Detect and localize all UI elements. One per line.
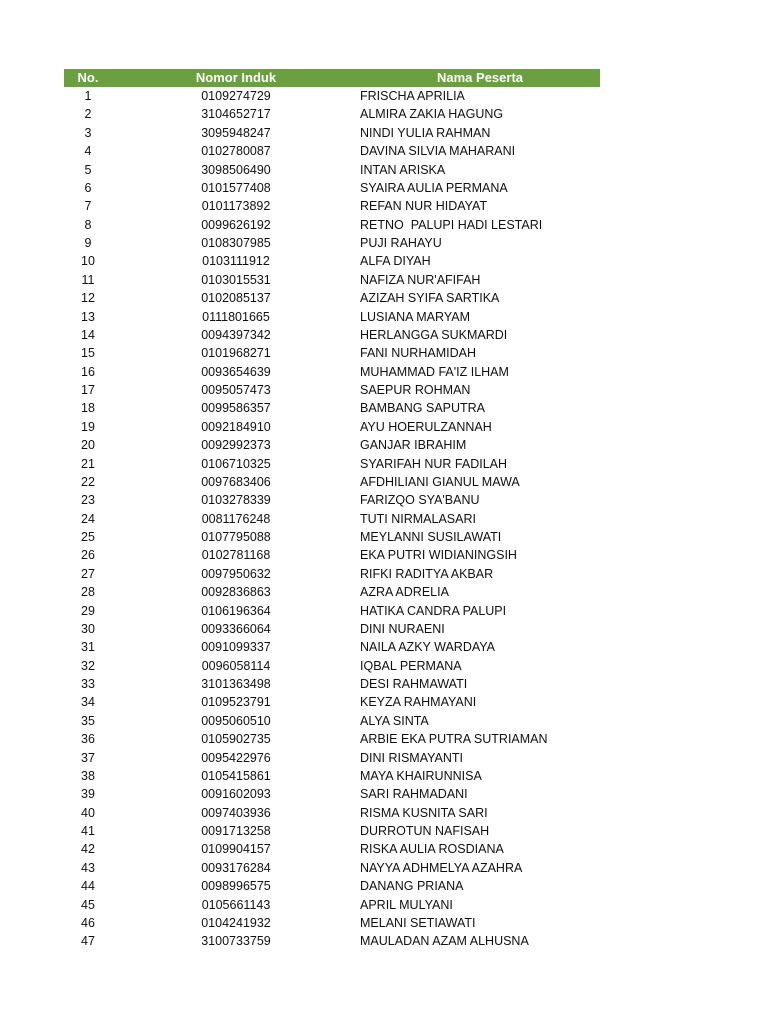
table-body	[64, 87, 600, 951]
cell-nama-peserta: LUSIANA MARYAM	[360, 309, 470, 324]
cell-nama-peserta: KEYZA RAHMAYANI	[360, 695, 477, 710]
table-row	[64, 602, 600, 620]
cell-nomor-induk: 0094397342	[201, 327, 271, 342]
cell-no: 15	[81, 346, 95, 361]
table-row	[64, 620, 600, 638]
cell-no: 45	[81, 897, 95, 912]
cell-nomor-induk: 0097950632	[201, 566, 271, 581]
cell-no: 10	[81, 254, 95, 269]
table-row	[64, 216, 600, 234]
cell-nomor-induk: 0091602093	[201, 787, 271, 802]
table-row	[64, 234, 600, 252]
cell-no: 7	[84, 199, 92, 214]
cell-nama-peserta: SYARIFAH NUR FADILAH	[360, 456, 508, 471]
cell-nomor-induk: 0106196364	[201, 603, 271, 618]
cell-nama-peserta: SAEPUR ROHMAN	[360, 383, 471, 397]
cell-nama-peserta: GANJAR IBRAHIM	[360, 438, 467, 453]
cell-nama-peserta: TUTI NIRMALASARI	[360, 511, 476, 526]
table-row	[64, 491, 600, 509]
cell-nomor-induk: 0097683406	[201, 474, 271, 489]
cell-nama-peserta: HATIKA CANDRA PALUPI	[360, 603, 507, 618]
cell-nama-peserta: IQBAL PERMANA	[360, 658, 462, 673]
table-row	[64, 308, 600, 326]
cell-no: 43	[81, 860, 95, 875]
cell-nomor-induk: 0097403936	[201, 805, 271, 820]
cell-nama-peserta: APRIL MULYANI	[360, 897, 453, 912]
cell-nama-peserta: SYAIRA AULIA PERMANA	[360, 180, 508, 195]
cell-nama-peserta: ALMIRA ZAKIA HAGUNG	[360, 107, 504, 122]
cell-no: 6	[84, 180, 92, 195]
cell-nomor-induk: 0105415861	[201, 768, 271, 783]
cell-no: 23	[81, 493, 95, 508]
cell-nama-peserta: FARIZQO SYA'BANU	[360, 493, 480, 508]
table-row	[64, 363, 600, 381]
cell-nama-peserta: RISKA AULIA ROSDIANA	[360, 842, 504, 857]
cell-nama-peserta: DESI RAHMAWATI	[360, 677, 468, 691]
cell-nomor-induk: 0111801665	[202, 309, 270, 324]
table-row	[64, 877, 600, 895]
cell-nomor-induk: 0101577408	[201, 180, 271, 195]
cell-no: 29	[81, 603, 95, 618]
table-row	[64, 197, 600, 215]
cell-no: 41	[81, 824, 95, 838]
cell-nomor-induk: 0103015531	[201, 272, 271, 287]
cell-nomor-induk: 0098996575	[201, 879, 271, 894]
cell-nomor-induk: 0108307985	[201, 236, 271, 250]
cell-nomor-induk: 0103278339	[201, 493, 271, 508]
cell-nomor-induk: 0104241932	[201, 915, 271, 930]
table-header	[64, 69, 600, 87]
cell-no: 36	[81, 732, 95, 747]
cell-nama-peserta: FANI NURHAMIDAH	[360, 346, 476, 361]
cell-no: 47	[81, 934, 95, 949]
cell-nomor-induk: 0101968271	[201, 346, 271, 361]
cell-no: 14	[81, 327, 95, 342]
cell-nomor-induk: 0109904157	[201, 842, 271, 857]
table-row	[64, 399, 600, 417]
cell-no: 28	[81, 585, 95, 600]
cell-nomor-induk: 0095060510	[201, 713, 271, 728]
cell-no: 30	[81, 621, 95, 636]
cell-nomor-induk: 0105661143	[201, 897, 271, 912]
table-row	[64, 932, 600, 950]
cell-nomor-induk: 0095422976	[201, 750, 271, 765]
cell-nomor-induk: 0091713258	[201, 824, 271, 838]
cell-nama-peserta: MELANI SETIAWATI	[360, 915, 476, 930]
cell-nomor-induk: 0081176248	[201, 511, 271, 526]
cell-no: 44	[81, 879, 95, 894]
table-row	[64, 712, 600, 730]
cell-nama-peserta: DAVINA SILVIA MAHARANI	[360, 144, 516, 159]
cell-nomor-induk: 0092836863	[201, 585, 271, 600]
cell-nama-peserta: EKA PUTRI WIDIANINGSIH	[360, 548, 517, 563]
cell-nomor-induk: 0102085137	[201, 291, 271, 306]
cell-nama-peserta: BAMBANG SAPUTRA	[360, 401, 486, 416]
table-row	[64, 896, 600, 914]
cell-nomor-induk: 0102781168	[201, 548, 271, 563]
table-row	[64, 730, 600, 748]
cell-no: 22	[81, 474, 95, 489]
cell-nomor-induk: 3095948247	[201, 125, 271, 140]
table-row	[64, 675, 600, 693]
table-row	[64, 565, 600, 583]
cell-nama-peserta: ALYA SINTA	[360, 713, 429, 728]
table-row	[64, 749, 600, 767]
cell-nama-peserta: AZRA ADRELIA	[360, 585, 449, 600]
cell-nama-peserta: MAYA KHAIRUNNISA	[360, 768, 482, 783]
cell-nama-peserta: NINDI YULIA RAHMAN	[360, 125, 491, 140]
cell-nama-peserta: SARI RAHMADANI	[360, 787, 468, 802]
cell-no: 4	[84, 144, 92, 159]
cell-nomor-induk: 0102780087	[201, 144, 271, 159]
cell-nama-peserta: ALFA DIYAH	[360, 254, 431, 269]
cell-no: 8	[84, 217, 92, 232]
table-row	[64, 859, 600, 877]
cell-nomor-induk: 0106710325	[201, 456, 271, 471]
cell-no: 20	[81, 438, 95, 453]
table-row	[64, 822, 600, 840]
cell-no: 27	[81, 566, 95, 581]
cell-no: 33	[81, 677, 95, 691]
table-row	[64, 657, 600, 675]
table-row	[64, 455, 600, 473]
cell-no: 35	[81, 713, 95, 728]
cell-nomor-induk: 0109523791	[201, 695, 271, 710]
cell-no: 18	[81, 401, 95, 416]
participant-table	[64, 69, 600, 951]
cell-nama-peserta: AYU HOERULZANNAH	[360, 419, 492, 434]
cell-nama-peserta: RISMA KUSNITA SARI	[360, 805, 488, 820]
cell-nama-peserta: DINI RISMAYANTI	[360, 750, 464, 765]
cell-nomor-induk: 3104652717	[201, 107, 271, 122]
cell-no: 5	[84, 162, 92, 177]
cell-no: 11	[81, 272, 95, 287]
table-row	[64, 767, 600, 785]
cell-nomor-induk: 0101173892	[201, 199, 271, 214]
cell-nama-peserta: NAFIZA NUR'AFIFAH	[360, 272, 481, 287]
cell-nomor-induk: 0103111912	[202, 254, 270, 269]
cell-nama-peserta: PUJI RAHAYU	[360, 236, 442, 250]
cell-nomor-induk: 0105902735	[201, 732, 271, 747]
cell-nama-peserta: DINI NURAENI	[360, 621, 445, 636]
cell-nama-peserta: DANANG PRIANA	[360, 879, 464, 894]
table-row	[64, 785, 600, 803]
cell-no: 39	[81, 787, 95, 802]
cell-no: 26	[81, 548, 95, 563]
cell-nama-peserta: REFAN NUR HIDAYAT	[360, 199, 488, 214]
cell-nama-peserta: MAULADAN AZAM ALHUSNA	[360, 934, 529, 949]
table-row	[64, 914, 600, 932]
cell-nama-peserta: MUHAMMAD FA'IZ ILHAM	[360, 364, 509, 379]
header-nomor-induk: Nomor Induk	[195, 70, 277, 85]
cell-no: 13	[81, 309, 95, 324]
cell-no: 17	[81, 383, 95, 397]
cell-no: 31	[81, 640, 95, 655]
table-row	[64, 638, 600, 656]
cell-nama-peserta: FRISCHA APRILIA	[360, 89, 465, 103]
table-row	[64, 179, 600, 197]
table-row	[64, 326, 600, 344]
cell-nomor-induk: 0109274729	[201, 89, 271, 103]
table-row	[64, 344, 600, 362]
cell-nama-peserta: RIFKI RADITYA AKBAR	[360, 566, 494, 581]
cell-nomor-induk: 0099586357	[201, 401, 271, 416]
table-row	[64, 161, 600, 179]
cell-nama-peserta: AZIZAH SYIFA SARTIKA	[360, 291, 500, 306]
cell-no: 2	[84, 107, 92, 122]
table-row	[64, 124, 600, 142]
table-row	[64, 87, 600, 105]
cell-no: 40	[81, 805, 95, 820]
cell-nomor-induk: 0093366064	[201, 621, 271, 636]
cell-nama-peserta: RETNO PALUPI HADI LESTARI	[360, 217, 543, 232]
cell-nomor-induk: 0095057473	[201, 383, 271, 397]
cell-nama-peserta: MEYLANNI SUSILAWATI	[360, 530, 502, 544]
cell-no: 19	[81, 419, 95, 434]
cell-nomor-induk: 3100733759	[201, 934, 271, 949]
cell-nomor-induk: 3101363498	[201, 677, 271, 691]
cell-no: 1	[84, 89, 92, 103]
cell-nomor-induk: 0099626192	[201, 217, 271, 232]
table-row	[64, 289, 600, 307]
table-row	[64, 546, 600, 564]
table-row	[64, 381, 600, 399]
cell-no: 24	[81, 511, 95, 526]
cell-no: 37	[81, 750, 95, 765]
cell-nomor-induk: 0096058114	[201, 658, 271, 673]
cell-nomor-induk: 0092184910	[201, 419, 271, 434]
cell-nama-peserta: HERLANGGA SUKMARDI	[360, 327, 508, 342]
table-row	[64, 510, 600, 528]
cell-no: 16	[81, 364, 95, 379]
table-row	[64, 105, 600, 123]
cell-no: 3	[84, 125, 92, 140]
cell-nomor-induk: 0093654639	[201, 364, 271, 379]
cell-nomor-induk: 0092992373	[201, 438, 271, 453]
table-row	[64, 583, 600, 601]
table-row	[64, 142, 600, 160]
cell-nama-peserta: ARBIE EKA PUTRA SUTRIAMAN	[360, 732, 548, 747]
table-row	[64, 271, 600, 289]
cell-no: 34	[81, 695, 95, 710]
cell-no: 25	[81, 530, 95, 544]
cell-nomor-induk: 3098506490	[201, 162, 271, 177]
cell-nomor-induk: 0107795088	[201, 530, 271, 544]
table-row	[64, 804, 600, 822]
table-row	[64, 693, 600, 711]
header-no: No.	[77, 70, 99, 85]
cell-no: 9	[84, 236, 92, 250]
table-row	[64, 418, 600, 436]
cell-no: 21	[81, 456, 95, 471]
cell-nama-peserta: NAYYA ADHMELYA AZAHRA	[360, 860, 523, 875]
table-row	[64, 840, 600, 858]
cell-no: 46	[81, 915, 95, 930]
cell-nama-peserta: DURROTUN NAFISAH	[360, 824, 490, 838]
table-row	[64, 528, 600, 546]
table-row	[64, 252, 600, 270]
cell-nomor-induk: 0093176284	[201, 860, 271, 875]
cell-nama-peserta: NAILA AZKY WARDAYA	[360, 640, 495, 655]
table-row	[64, 436, 600, 454]
table-row	[64, 473, 600, 491]
cell-no: 42	[81, 842, 95, 857]
cell-no: 12	[81, 291, 95, 306]
cell-no: 38	[81, 768, 95, 783]
header-nama-peserta: Nama Peserta	[437, 70, 523, 85]
cell-nama-peserta: INTAN ARISKA	[360, 162, 446, 177]
cell-nama-peserta: AFDHILIANI GIANUL MAWA	[360, 474, 520, 489]
cell-nomor-induk: 0091099337	[201, 640, 271, 655]
cell-no: 32	[81, 658, 95, 673]
